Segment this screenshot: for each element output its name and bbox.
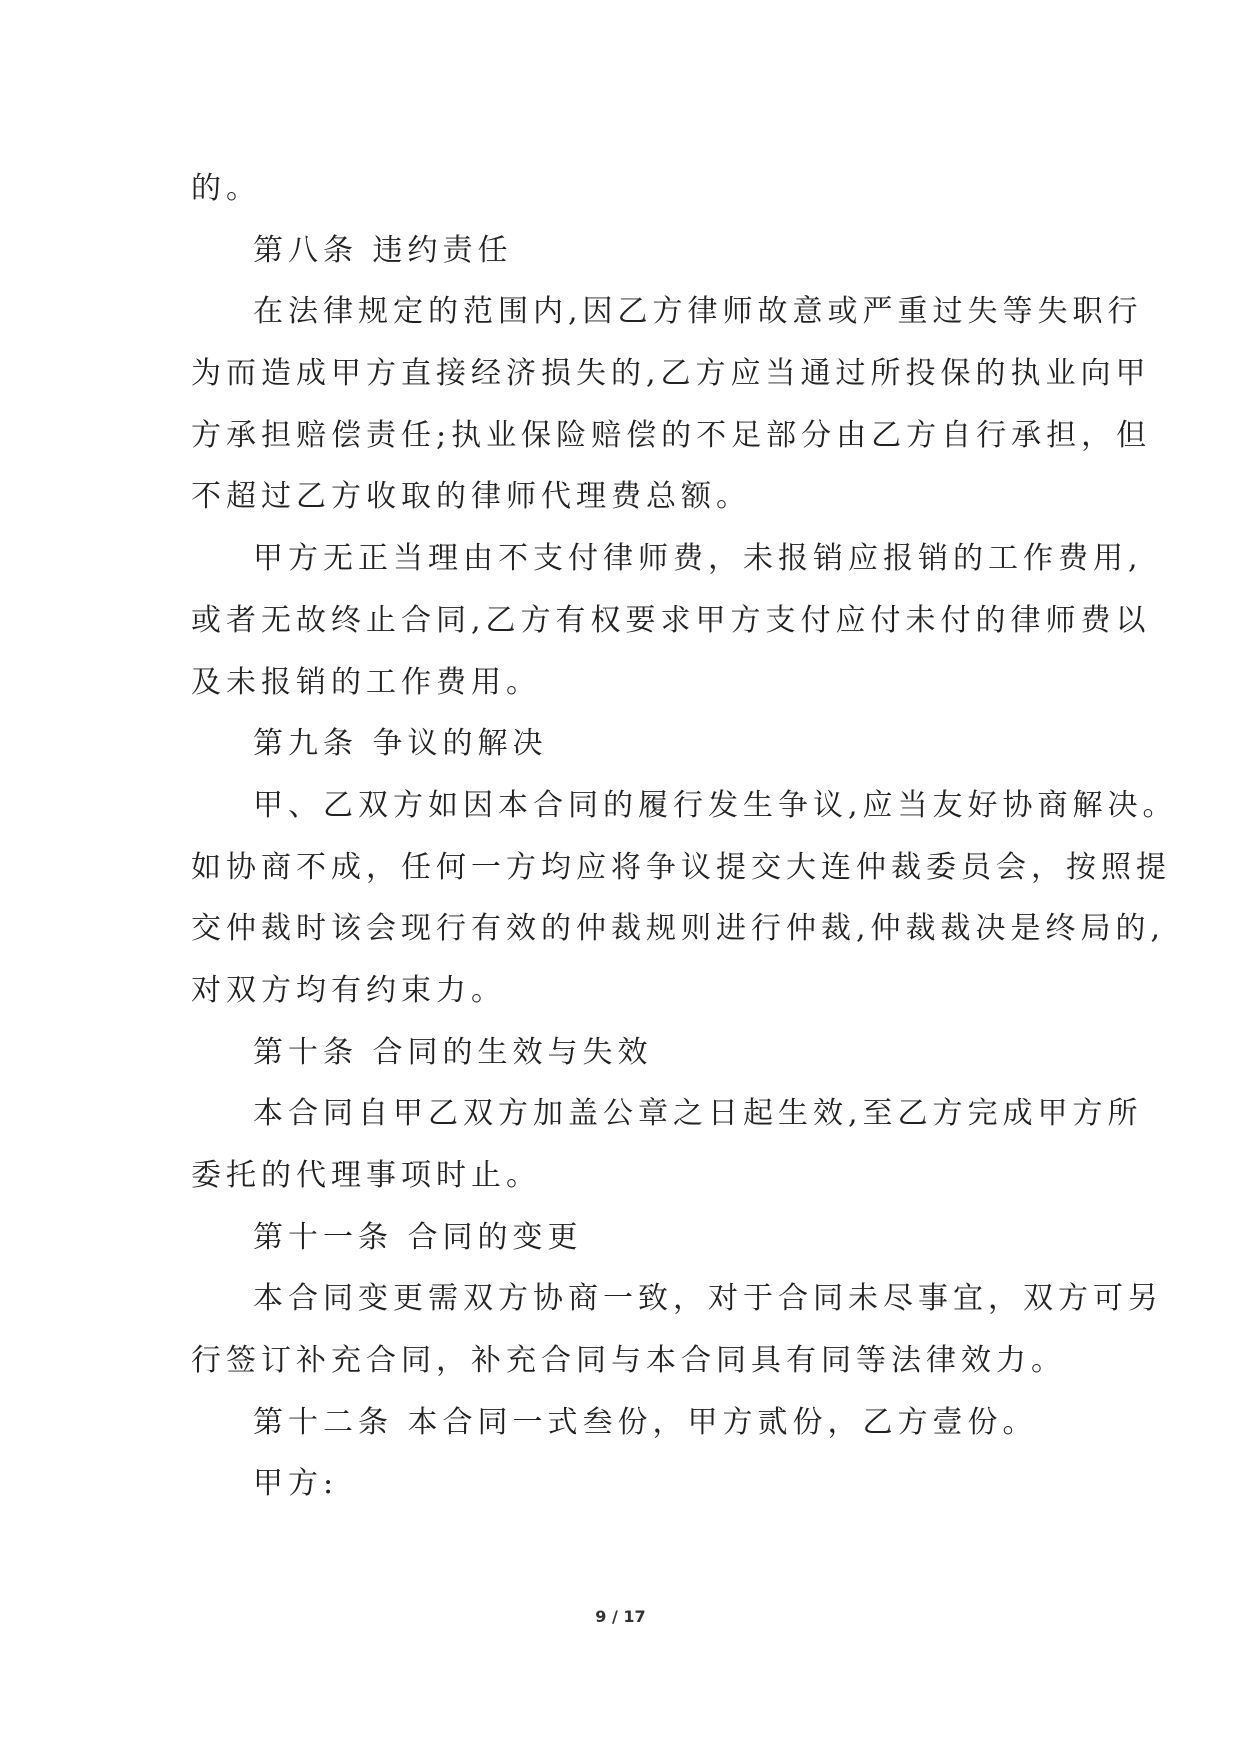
article-8-paragraph-2-line-1: 甲方无正当理由不支付律师费，未报销应报销的工作费用, [253,541,1143,577]
article-11-heading: 第十一条 合同的变更 [253,1219,583,1255]
paragraph-continuation-line: 的。 [191,171,261,206]
article-9-paragraph-line-3: 交仲裁时该会现行有效的仲裁规则进行仲裁,仲裁裁决是终局的, [191,911,1166,947]
article-11-paragraph-line-2: 行签订补充合同，补充合同与本合同具有同等法律效力。 [191,1343,1066,1379]
article-9-heading: 第九条 争议的解决 [253,726,548,762]
article-8-paragraph-1-line-2: 为而造成甲方直接经济损失的,乙方应当通过所投保的执业向甲 [191,356,1151,392]
article-12-heading: 第十二条 本合同一式叁份，甲方贰份，乙方壹份。 [253,1404,1038,1440]
article-9-paragraph-line-1: 甲、乙双方如因本合同的履行发生争议,应当友好协商解决。 [253,787,1178,823]
page-number: 9 / 17 [595,1607,646,1626]
article-10-paragraph-line-1: 本合同自甲乙双方加盖公章之日起生效,至乙方完成甲方所 [253,1096,1143,1132]
article-8-paragraph-1-line-4: 不超过乙方收取的律师代理费总额。 [191,479,751,515]
article-9-paragraph-line-2: 如协商不成，任何一方均应将争议提交大连仲裁委员会，按照提 [191,849,1171,885]
article-8-paragraph-1-line-1: 在法律规定的范围内,因乙方律师故意或严重过失等失职行 [253,294,1143,330]
article-10-paragraph-line-2: 委托的代理事项时止。 [191,1158,541,1193]
article-8-paragraph-2-line-3: 及未报销的工作费用。 [191,664,541,700]
document-body [191,158,1178,1515]
party-a-signature-label: 甲方: [253,1466,339,1502]
article-10-heading: 第十条 合同的生效与失效 [253,1034,653,1070]
article-8-heading: 第八条 违约责任 [253,232,513,268]
article-11-paragraph-line-1: 本合同变更需双方协商一致，对于合同未尽事宜，双方可另 [253,1281,1163,1317]
article-9-paragraph-line-4: 对双方均有约束力。 [191,972,506,1008]
article-8-paragraph-2-line-2: 或者无故终止合同,乙方有权要求甲方支付应付未付的律师费以 [191,602,1151,638]
article-8-paragraph-1-line-3: 方承担赔偿责任;执业保险赔偿的不足部分由乙方自行承担，但 [191,417,1152,453]
